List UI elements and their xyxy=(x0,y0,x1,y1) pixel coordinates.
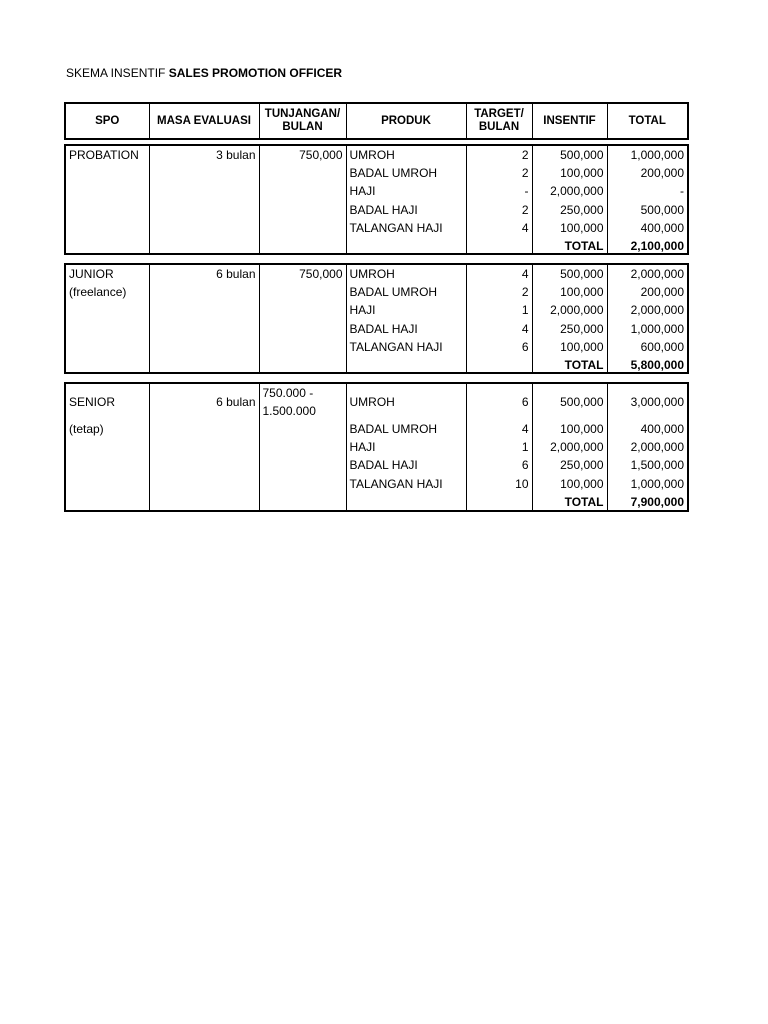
title-bold: SALES PROMOTION OFFICER xyxy=(168,66,343,80)
insentif: 100,000 xyxy=(532,338,607,356)
total-value: 7,900,000 xyxy=(607,493,687,511)
insentif: 250,000 xyxy=(532,320,607,338)
spo-sub xyxy=(66,164,149,182)
table-row xyxy=(66,283,687,301)
spo-level: SENIOR xyxy=(69,395,116,409)
insentif: 500,000 xyxy=(532,146,607,164)
table-row xyxy=(66,438,687,456)
spo-level: PROBATION xyxy=(69,148,139,162)
header-total: TOTAL xyxy=(607,104,687,138)
produk: TALANGAN HAJI xyxy=(346,338,466,356)
table-row xyxy=(66,456,687,474)
insentif: 2,000,000 xyxy=(532,301,607,319)
table-row xyxy=(66,201,687,219)
total: 500,000 xyxy=(607,201,687,219)
header-spo: SPO xyxy=(95,114,120,127)
total: 1,500,000 xyxy=(607,456,687,474)
total: 3,000,000 xyxy=(607,384,687,420)
produk: UMROH xyxy=(346,384,466,420)
table-row xyxy=(66,420,687,438)
total-value: 5,800,000 xyxy=(607,356,687,374)
table-row xyxy=(66,475,687,493)
total: 200,000 xyxy=(607,283,687,301)
group-probation xyxy=(64,144,689,255)
tunjangan: 750.000 - 1.500.000 xyxy=(259,384,346,420)
header-masa-evaluasi: MASA EVALUASI xyxy=(149,104,259,138)
total: 1,000,000 xyxy=(607,475,687,493)
total-label: TOTAL xyxy=(532,493,607,511)
tunjangan: 750,000 xyxy=(259,146,346,164)
insentif: 500,000 xyxy=(532,384,607,420)
insentif: 100,000 xyxy=(532,219,607,237)
total: 400,000 xyxy=(607,420,687,438)
insentif: 100,000 xyxy=(532,283,607,301)
masa-evaluasi: 6 bulan xyxy=(149,384,259,420)
total-row xyxy=(66,493,687,511)
target: 2 xyxy=(466,283,532,301)
produk: BADAL HAJI xyxy=(346,201,466,219)
total: 1,000,000 xyxy=(607,146,687,164)
spo-level: JUNIOR xyxy=(69,267,114,281)
title-prefix: SKEMA INSENTIF xyxy=(66,66,169,80)
masa-evaluasi: 3 bulan xyxy=(149,146,259,164)
group-senior xyxy=(64,382,689,512)
total: 400,000 xyxy=(607,219,687,237)
target: 4 xyxy=(466,265,532,283)
target: 6 xyxy=(466,338,532,356)
insentif: 100,000 xyxy=(532,164,607,182)
total: - xyxy=(607,182,687,200)
target: - xyxy=(466,182,532,200)
total: 2,000,000 xyxy=(607,265,687,283)
insentif: 500,000 xyxy=(532,265,607,283)
insentif: 2,000,000 xyxy=(532,438,607,456)
target: 10 xyxy=(466,475,532,493)
target: 2 xyxy=(466,146,532,164)
insentif: 250,000 xyxy=(532,201,607,219)
table-row xyxy=(66,164,687,182)
insentif: 250,000 xyxy=(532,456,607,474)
target: 1 xyxy=(466,301,532,319)
target: 2 xyxy=(466,164,532,182)
total-row xyxy=(66,237,687,255)
table-header xyxy=(64,102,689,140)
target: 4 xyxy=(466,219,532,237)
total: 600,000 xyxy=(607,338,687,356)
header-insentif: INSENTIF xyxy=(532,104,607,138)
table-row xyxy=(66,301,687,319)
produk: UMROH xyxy=(346,265,466,283)
header-target: TARGET/ BULAN xyxy=(466,104,532,138)
total: 2,000,000 xyxy=(607,438,687,456)
target: 1 xyxy=(466,438,532,456)
table-row xyxy=(66,146,687,164)
produk: HAJI xyxy=(346,301,466,319)
table-row xyxy=(66,384,687,420)
tunjangan: 750,000 xyxy=(259,265,346,283)
table-row xyxy=(66,320,687,338)
produk: BADAL UMROH xyxy=(346,420,466,438)
table-row xyxy=(66,265,687,283)
total-row xyxy=(66,356,687,374)
group-junior xyxy=(64,263,689,374)
insentif: 100,000 xyxy=(532,475,607,493)
masa-evaluasi: 6 bulan xyxy=(149,265,259,283)
target: 4 xyxy=(466,320,532,338)
total-label: TOTAL xyxy=(532,237,607,255)
produk: BADAL UMROH xyxy=(346,164,466,182)
table-row xyxy=(66,219,687,237)
produk: HAJI xyxy=(346,438,466,456)
target: 2 xyxy=(466,201,532,219)
total: 1,000,000 xyxy=(607,320,687,338)
produk: UMROH xyxy=(346,146,466,164)
total: 2,000,000 xyxy=(607,301,687,319)
target: 4 xyxy=(466,420,532,438)
produk: BADAL HAJI xyxy=(346,456,466,474)
document-title xyxy=(66,66,342,80)
total: 200,000 xyxy=(607,164,687,182)
insentif: 2,000,000 xyxy=(532,182,607,200)
produk: HAJI xyxy=(346,182,466,200)
produk: TALANGAN HAJI xyxy=(346,219,466,237)
header-produk: PRODUK xyxy=(346,104,466,138)
produk: BADAL UMROH xyxy=(346,283,466,301)
target: 6 xyxy=(466,384,532,420)
insentif: 100,000 xyxy=(532,420,607,438)
header-tunjangan: TUNJANGAN/ BULAN xyxy=(259,104,346,138)
produk: TALANGAN HAJI xyxy=(346,475,466,493)
produk: BADAL HAJI xyxy=(346,320,466,338)
spo-sub: (tetap) xyxy=(69,422,104,436)
table-row xyxy=(66,338,687,356)
table-row xyxy=(66,182,687,200)
total-label: TOTAL xyxy=(532,356,607,374)
total-value: 2,100,000 xyxy=(607,237,687,255)
spo-sub: (freelance) xyxy=(69,285,127,300)
target: 6 xyxy=(466,456,532,474)
